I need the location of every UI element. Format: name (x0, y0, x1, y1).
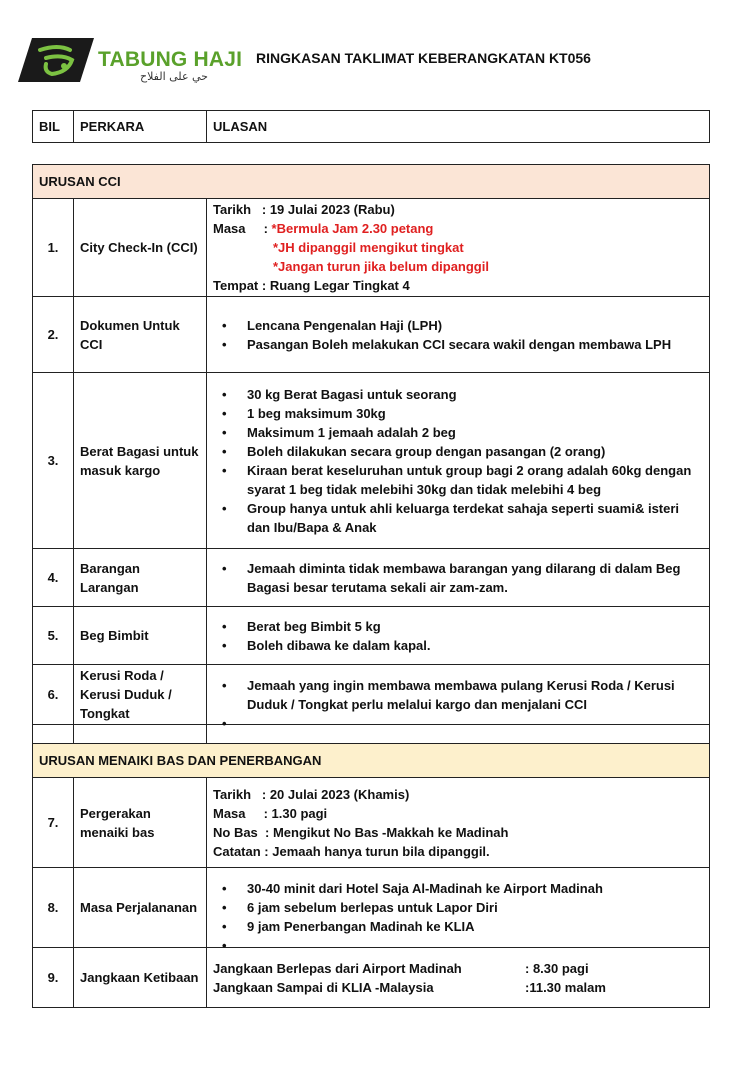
logo-text: TABUNG HAJI (98, 48, 243, 71)
row-ulasan (207, 607, 710, 665)
note-line: *Jangan turun jika belum dipanggil (273, 259, 489, 274)
row-number: 6. (33, 665, 74, 725)
bas-value: Mengikut No Bas -Makkah ke Madinah (272, 824, 509, 840)
table-row (33, 549, 710, 607)
table-row (33, 665, 710, 725)
row-ulasan (207, 373, 710, 549)
section-title-cci: URUSAN CCI (33, 165, 710, 199)
row-number: 3. (33, 373, 74, 549)
row-perkara: Jangkaan Ketibaan (74, 948, 207, 1008)
section-header (33, 744, 710, 778)
list-item: • Boleh dilakukan secara group dengan pasangan (2 orang) (247, 442, 703, 461)
list-item: • 6 jam sebelum berlepas untuk Lapor Diri (247, 898, 703, 917)
catatan-label: Catatan : (213, 843, 273, 859)
list-item: • 30-40 minit dari Hotel Saja Al-Madinah ke Airport Madinah (247, 879, 703, 898)
table-row (33, 607, 710, 665)
sampai-value: :11.30 malam (525, 979, 606, 995)
row-perkara: Barangan Larangan (74, 549, 207, 607)
masa-value: *Bermula Jam 2.30 petang (271, 221, 434, 236)
tempat-value: Ruang Legar Tingkat 4 (269, 278, 410, 293)
row-ulasan (207, 297, 710, 373)
list-item: • 1 beg maksimum 30kg (247, 404, 703, 423)
row-ulasan (207, 868, 710, 948)
list-item: • Maksimum 1 jemaah adalah 2 beg (247, 423, 703, 442)
table-row (33, 868, 710, 948)
list-item: • Boleh dibawa ke dalam kapal. (247, 636, 703, 655)
col-bil: BIL (33, 111, 74, 143)
list-item: • Berat beg Bimbit 5 kg (247, 617, 703, 636)
table-row (33, 373, 710, 549)
table-row (33, 199, 710, 297)
list-item: • Kiraan berat keseluruhan untuk group bagi 2 orang adalah 60kg dengan syarat 1 beg tidak melebihi 30kg dan tidak melebihi 4 beg (247, 461, 703, 499)
tabung-haji-logo-icon (18, 36, 94, 84)
row-number: 2. (33, 297, 74, 373)
row-perkara: Pergerakan menaiki bas (74, 778, 207, 868)
section-header (33, 165, 710, 199)
row-perkara: Beg Bimbit (74, 607, 207, 665)
list-item: • 9 jam Penerbangan Madinah ke KLIA (247, 917, 703, 936)
row-ulasan (207, 665, 710, 725)
tarikh-value: 19 Julai 2023 (Rabu) (269, 202, 395, 217)
tempat-label: Tempat : (213, 278, 270, 293)
row-perkara: Berat Bagasi untuk masuk kargo (74, 373, 207, 549)
row-number: 5. (33, 607, 74, 665)
masa-label: Masa : (213, 221, 272, 236)
list-item: • Group hanya untuk ahli keluarga terdekat sahaja seperti suami& isteri dan Ibu/Bapa & Anak (247, 499, 703, 537)
row-perkara: Dokumen Untuk CCI (74, 297, 207, 373)
spacer-row (33, 725, 710, 744)
list-item: • Pasangan Boleh melakukan CCI secara wakil dengan membawa LPH (247, 335, 703, 354)
tarikh-label: Tarikh : (213, 786, 270, 802)
sampai-label: Jangkaan Sampai di KLIA -Malaysia (213, 979, 434, 995)
masa-value: 1.30 pagi (271, 805, 328, 821)
row-perkara: Kerusi Roda / Kerusi Duduk / Tongkat (74, 665, 207, 725)
row-ulasan (207, 199, 710, 297)
row-ulasan (207, 778, 710, 868)
catatan-value: Jemaah hanya turun bila dipanggil. (272, 843, 490, 859)
row-number: 8. (33, 868, 74, 948)
berlepas-value: : 8.30 pagi (525, 960, 589, 976)
list-item: • 30 kg Berat Bagasi untuk seorang (247, 385, 703, 404)
list-item: • Jemaah diminta tidak membawa barangan yang dilarang di dalam Beg Bagasi besar terutama sekali air zam-zam. (247, 559, 703, 597)
col-ulasan: ULASAN (207, 111, 710, 143)
tarikh-value: 20 Julai 2023 (Khamis) (269, 786, 410, 802)
row-perkara: Masa Perjalananan (74, 868, 207, 948)
table-row (33, 948, 710, 1008)
berlepas-label: Jangkaan Berlepas dari Airport Madinah (213, 960, 462, 976)
bas-label: No Bas : (213, 824, 273, 840)
row-number: 7. (33, 778, 74, 868)
row-ulasan (207, 948, 710, 1008)
row-number: 1. (33, 199, 74, 297)
tarikh-label: Tarikh : (213, 202, 270, 217)
table-row (33, 297, 710, 373)
row-ulasan (207, 549, 710, 607)
note-line: *JH dipanggil mengikut tingkat (273, 240, 464, 255)
section-title-bas: URUSAN MENAIKI BAS DAN PENERBANGAN (33, 744, 710, 778)
main-table (32, 164, 710, 1008)
col-perkara: PERKARA (74, 111, 207, 143)
table-row (33, 778, 710, 868)
masa-label: Masa : (213, 805, 272, 821)
row-perkara: City Check-In (CCI) (74, 199, 207, 297)
column-header-table (32, 110, 710, 143)
list-item: • Jemaah yang ingin membawa membawa pulang Kerusi Roda / Kerusi Duduk / Tongkat perlu melalui kargo dan menjalani CCI (247, 676, 703, 714)
row-number: 9. (33, 948, 74, 1008)
list-item: • Lencana Pengenalan Haji (LPH) (247, 316, 703, 335)
logo-tagline: حي على الفلاح (140, 70, 208, 83)
row-number: 4. (33, 549, 74, 607)
page-title: RINGKASAN TAKLIMAT KEBERANGKATAN KT056 (256, 50, 591, 66)
